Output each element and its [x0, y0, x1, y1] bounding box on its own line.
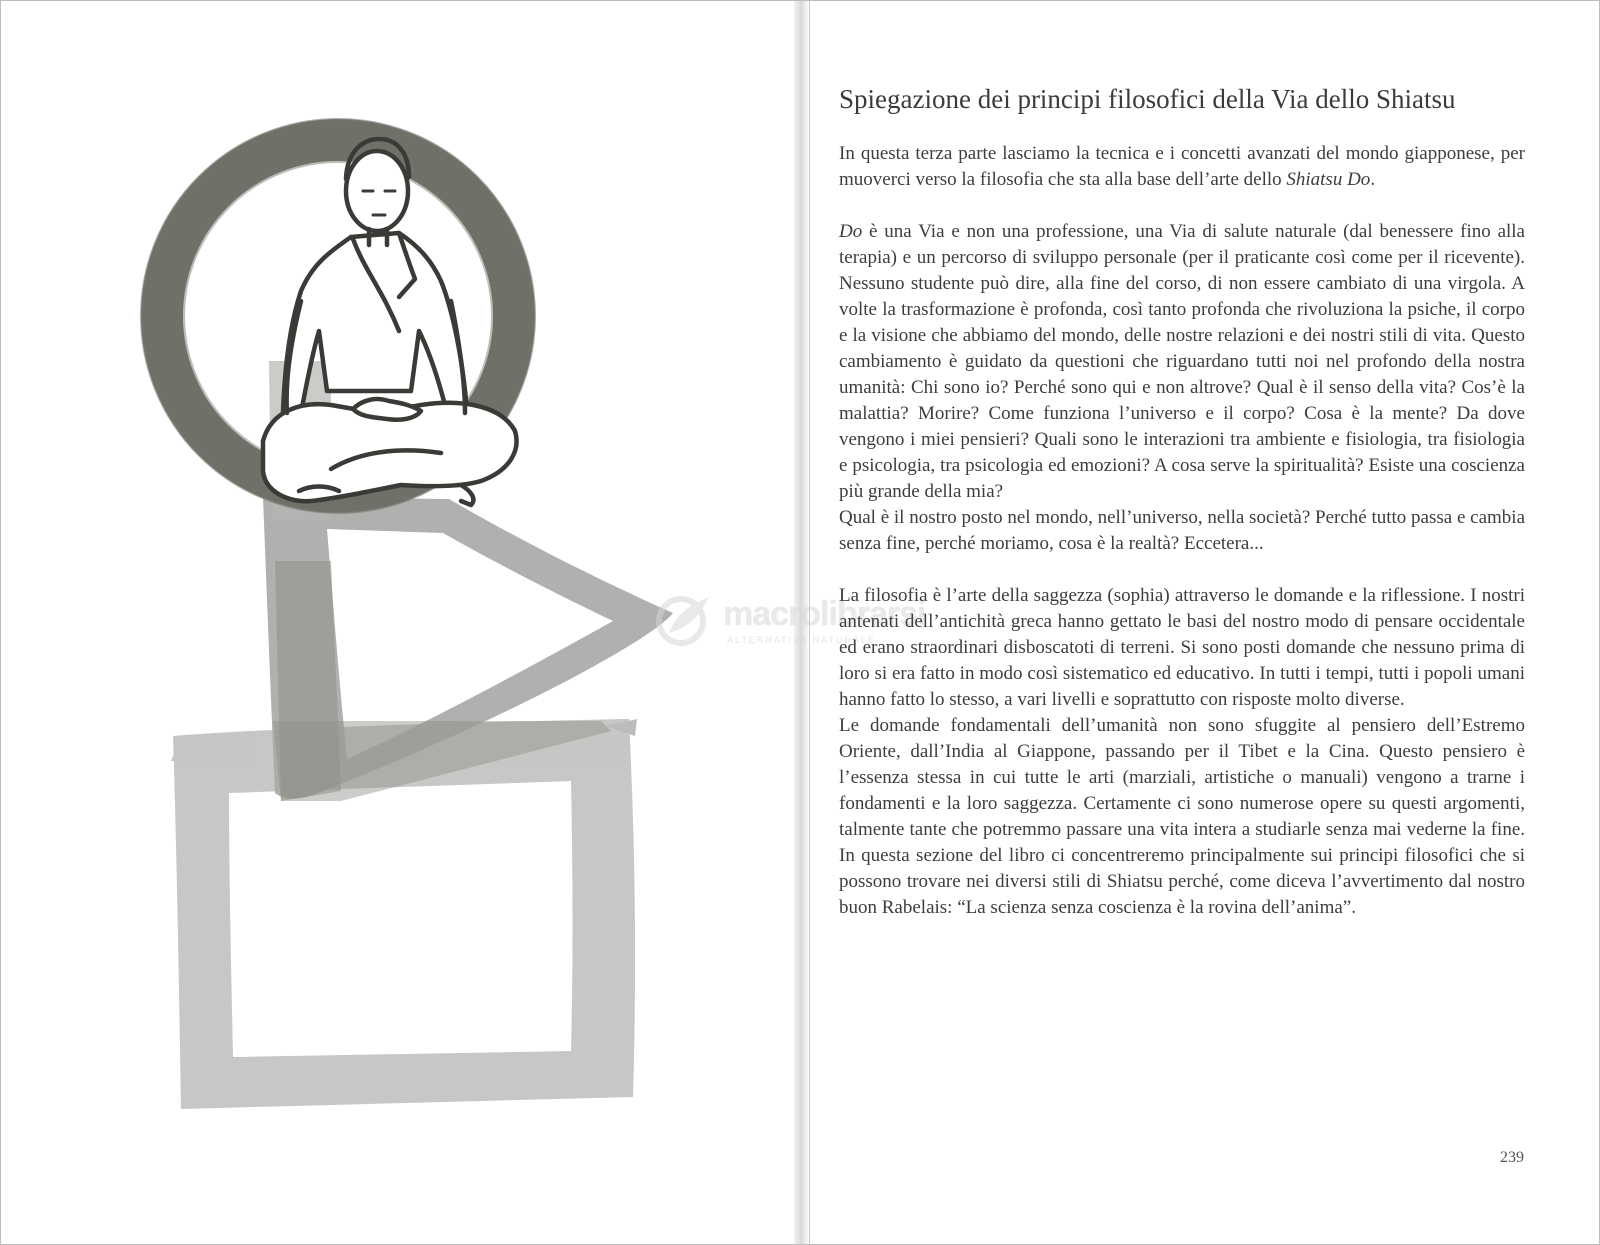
paragraph-questions: Qual è il nostro posto nel mondo, nell’universo, nella società? Perché tutto passa e cambia senza fine, perché moriamo, cosa è la realtà? Eccetera...	[839, 507, 1525, 554]
page-number: 239	[1500, 1149, 1524, 1166]
body-text	[839, 141, 1525, 921]
watermark-brand: macrolibrarsi	[723, 595, 926, 633]
paragraph-east: Le domande fondamentali dell’umanità non sono sfuggite al pensiero dell’Estremo Oriente, dall’India al Giappone, passando per il Tibet e la Cina. Questo pensiero è l’essenza stessa in cui tutte le arti (marziali, artistiche o manuali) vengono a trarne i fondamenti e la loro saggezza. Certamente ci sono numerose opere su questi argomenti, talmente tante che potremmo passare una vita intera a studiarle senza mai vederne la fine. In questa sezione del libro ci concentreremo principalmente sui principi filosofici che si possono trovare nei diversi stili di Shiatsu perché, come diceva l’avvertimento dal nostro buon Rabelais: “La scienza senza coscienza è la rovina dell’anima”.	[839, 715, 1525, 918]
paragraph-do: Do è una Via e non una professione, una Via di salute naturale (dal benessere fino alla terapia) e un percorso di sviluppo personale (per il praticante così come per il ricevente). Nessuno studente può dire, alla fine del corso, di non essere cambiato di una virgola. A volte la trasformazione è profonda, così tanto profonda che rivoluziona la psiche, il corpo e la visione che abbiamo del mondo, delle nostre relazioni e dei nostri stili di vita. Questo cambiamento è guidato da questioni che riguardano tutti noi nel profondo della nostra umanità: Chi sono io? Perché sono qui e non altrove? Qual è il senso della vita? Cos’è la malattia? Morire? Come funziona l’universo e il corpo? Cosa è la mente? Da dove vengono i miei pensieri? Quali sono le interazioni tra ambiente e fisiologia, tra fisiologia e psicologia, tra psicologia ed emozioni? A cosa serve la spiritualità? Esiste una coscienza più grande della mia?	[839, 221, 1525, 502]
chapter-title: Spiegazione dei principi filosofici della Via dello Shiatsu	[839, 84, 1456, 114]
leaf-logo-icon	[651, 591, 715, 647]
paragraph-intro: In questa terza parte lasciamo la tecnica e i concetti avanzati del mondo giapponese, per muoverci verso la filosofia che sta alla base dell’arte dello Shiatsu Do.	[839, 143, 1525, 190]
watermark-tagline: ALTERNATIVA NATURALE	[727, 635, 876, 645]
paragraph-philosophy: La filosofia è l’arte della saggezza (sophia) attraverso le domande e la riflessione. I nostri antenati dell’antichità greca hanno gettato le basi del nostro modo di pensare occidentale ed erano straordinari disboscatoti di terreni. Si sono posti domande che nessuno prima di loro si era fatto in modo così sistematico ed educativo. In tutti i tempi, tutti i popoli umani hanno fatto lo stesso, a vari livelli e soprattutto con risposte molto diverse.	[839, 585, 1525, 710]
